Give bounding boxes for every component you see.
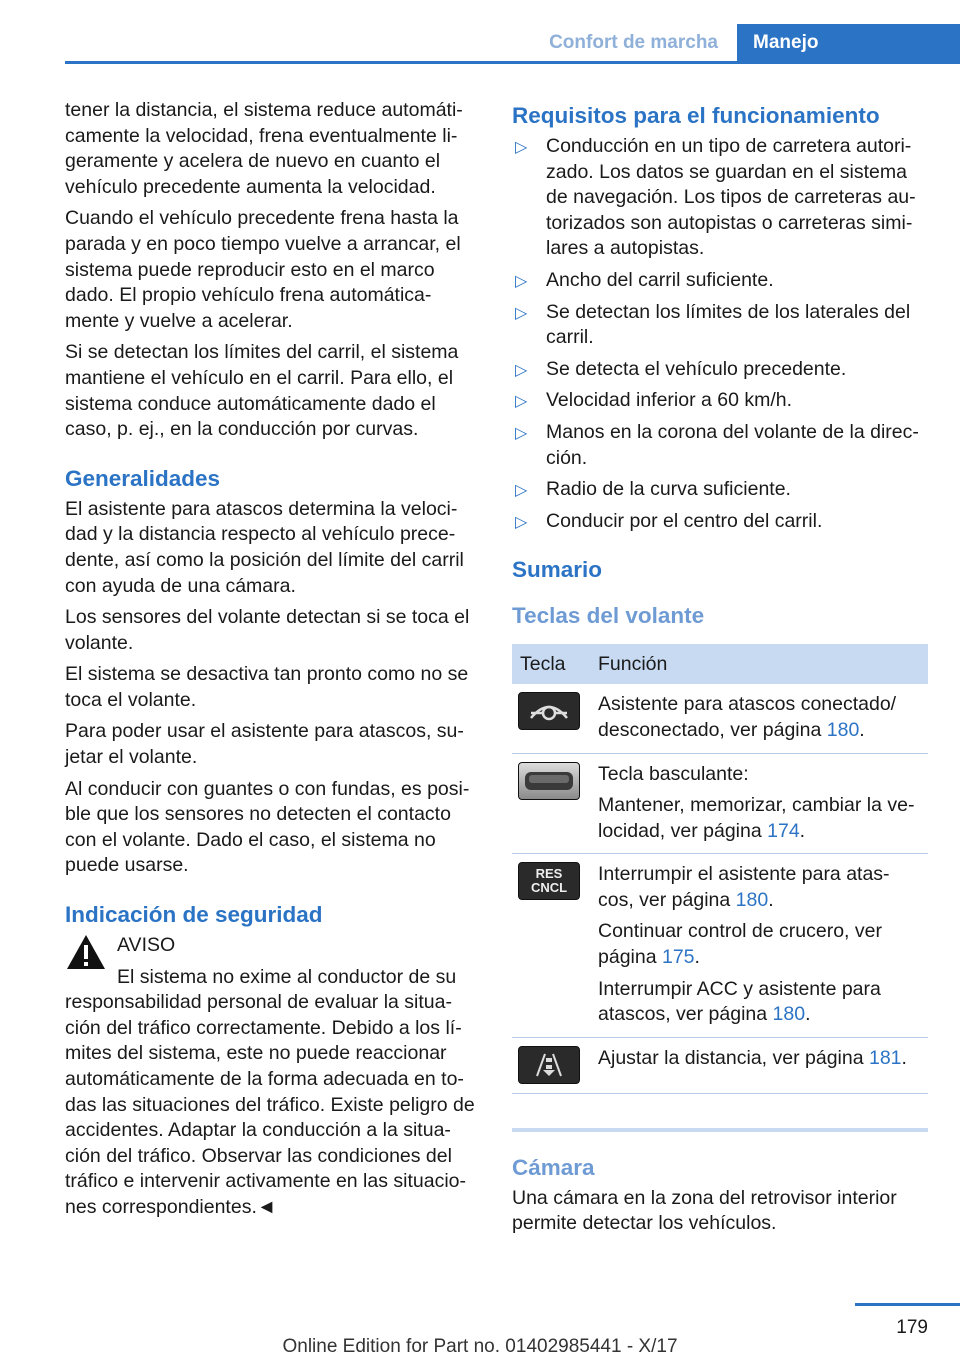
warning-title: AVISO — [117, 934, 176, 957]
paragraph: Si se detectan los límites del carril, el sistema mantiene el vehículo en el carril. Para ello, el sistema conduce automáticamente dado el caso, p. ej., en la conducción por curvas. — [65, 341, 459, 441]
column-header-function: Función — [590, 644, 928, 684]
cell-text: Interrumpir el asistente para atas-cos, ver página — [598, 863, 890, 911]
table-row: Asistente para atascos conectado/ desconectado, ver página 180. — [512, 684, 928, 753]
paragraph: Una cámara en la zona del retrovisor interior permite detectar los vehículos. — [512, 1186, 897, 1235]
heading-camera: Cámara — [512, 1154, 595, 1180]
res-cncl-key-icon: RES CNCL — [518, 862, 580, 900]
heading-requirements: Requisitos para el funcionamiento — [512, 103, 880, 128]
heading-safety: Indicación de seguridad — [65, 902, 323, 928]
table-header-row — [512, 644, 928, 684]
rocker-switch-icon — [518, 762, 580, 800]
heading-steering-keys: Teclas del volante — [512, 603, 705, 629]
list-item: ▷ Manos en la corona del volante de la direc-ción. — [515, 420, 919, 469]
cell-text: Ajustar la distancia, ver página — [598, 1046, 869, 1069]
list-item: ▷ Radio de la curva suficiente. — [512, 477, 928, 503]
page-link[interactable]: 175 — [661, 946, 695, 969]
triangle-bullet-icon: ▷ — [515, 513, 528, 531]
warning-body: responsabilidad personal de evaluar la situa-ción del tráfico correctamente. Debido a los lí-mites del sistema, este no puede reaccionar automáticamente de la forma adecuada en to-das las situaciones del tráfico. Existe peligro de accidentes. Adaptar la conducción a la situa-ción del tráfico. Observar las condiciones del tráfico e intervenir activamente en las situacio-nes correspondientes.◄ — [65, 991, 475, 1218]
page-number-rule — [855, 1303, 960, 1306]
list-item: ▷ Velocidad inferior a 60 km/h. — [512, 388, 928, 414]
paragraph: Al conducir con guantes o con fundas, es posi-ble que los sensores no detecten el contacto con el volante. Dado el caso, el sistema no puede usarse. — [65, 777, 470, 877]
page-link[interactable]: 180 — [772, 1003, 806, 1026]
table-end-rule — [512, 1128, 928, 1132]
header-rule — [65, 61, 960, 64]
triangle-bullet-icon: ▷ — [515, 272, 528, 290]
edition-footer: Online Edition for Part no. 01402985441 - X/17 — [282, 1336, 678, 1357]
keys-table — [512, 644, 928, 1094]
triangle-bullet-icon: ▷ — [515, 482, 528, 500]
cell-text: Mantener, memorizar, cambiar la ve-locidad, ver página — [598, 794, 915, 842]
list-item: ▷ Se detectan los límites de los laterales del carril. — [515, 300, 911, 349]
paragraph: Cuando el vehículo precedente frena hasta la parada y en poco tiempo vuelve a arrancar, el sistema puede reproducir esto en el marco dado. El propio vehículo frena automática-mente y vuelve a acelerar. — [65, 207, 461, 332]
table-row: Tecla basculante: Mantener, memorizar, cambiar la ve-locidad, ver página 174. — [512, 753, 928, 854]
table-row: RES CNCL Interrumpir el asistente para atas-cos, ver página 180. Continuar control de crucero, ver página 175. Interrumpir ACC y asistente para atascos, ver página 180. — [512, 854, 928, 1038]
table-row: Ajustar la distancia, ver página 181. — [512, 1037, 928, 1093]
triangle-bullet-icon: ▷ — [515, 304, 528, 322]
paragraph: tener la distancia, el sistema reduce automáti-camente la velocidad, frena eventualmente li-geramente y acelera de nuevo en cuanto el vehículo precedente aumenta la velocidad. — [65, 99, 463, 198]
list-item: ▷ Ancho del carril suficiente. — [512, 268, 928, 294]
heading-summary: Sumario — [512, 557, 603, 583]
paragraph: El asistente para atascos determina la veloci-dad y la distancia respecto al vehículo prece-dente, así como la posición del límite del carril con ayuda de una cámara. — [65, 497, 464, 597]
triangle-bullet-icon: ▷ — [515, 361, 528, 379]
left-column — [65, 98, 481, 1227]
chapter-tab[interactable]: Manejo — [737, 24, 960, 64]
traffic-jam-assistant-key-icon — [518, 692, 580, 730]
list-item: ▷ Conducir por el centro del carril. — [512, 509, 928, 535]
paragraph: Para poder usar el asistente para atascos, su-jetar el volante. — [65, 720, 464, 769]
distance-key-icon — [518, 1046, 580, 1084]
warning-block — [65, 933, 481, 1221]
warning-icon — [65, 933, 107, 971]
page-number: 179 — [896, 1317, 928, 1338]
page-link[interactable]: 181 — [868, 1046, 902, 1069]
paragraph: Los sensores del volante detectan si se toca el volante. — [65, 606, 470, 654]
list-item: ▷ Se detecta el vehículo precedente. — [512, 357, 928, 383]
requirements-list — [512, 134, 928, 534]
page-link[interactable]: 180 — [826, 718, 860, 741]
warning-lead: El sistema no exime al conductor de su — [117, 965, 457, 988]
section-tab[interactable]: Confort de marcha — [549, 32, 718, 53]
paragraph: El sistema se desactiva tan pronto como no se toca el volante. — [65, 663, 469, 711]
page-header — [0, 24, 960, 62]
cell-text: Asistente para atascos conectado/ desconectado, ver página — [598, 693, 897, 741]
page-link[interactable]: 174 — [767, 819, 800, 842]
column-header-key: Tecla — [512, 644, 590, 684]
triangle-bullet-icon: ▷ — [515, 424, 528, 442]
triangle-bullet-icon: ▷ — [515, 139, 528, 156]
triangle-bullet-icon: ▷ — [515, 393, 528, 411]
list-item: ▷ Conducción en un tipo de carretera autori-zado. Los datos se guardan en el sistema de navegación. Los tipos de carreteras au-torizados son autopistas o carreteras simi-lares a autopistas. — [515, 135, 916, 260]
right-column — [512, 98, 928, 1243]
page-link[interactable]: 180 — [735, 888, 769, 911]
cell-text: Tecla basculante: — [598, 762, 749, 785]
cell-text: Interrumpir ACC y asistente para atascos, ver página — [598, 977, 881, 1026]
heading-generalidades: Generalidades — [65, 465, 221, 491]
cell-text: Continuar control de crucero, ver página — [598, 920, 882, 969]
